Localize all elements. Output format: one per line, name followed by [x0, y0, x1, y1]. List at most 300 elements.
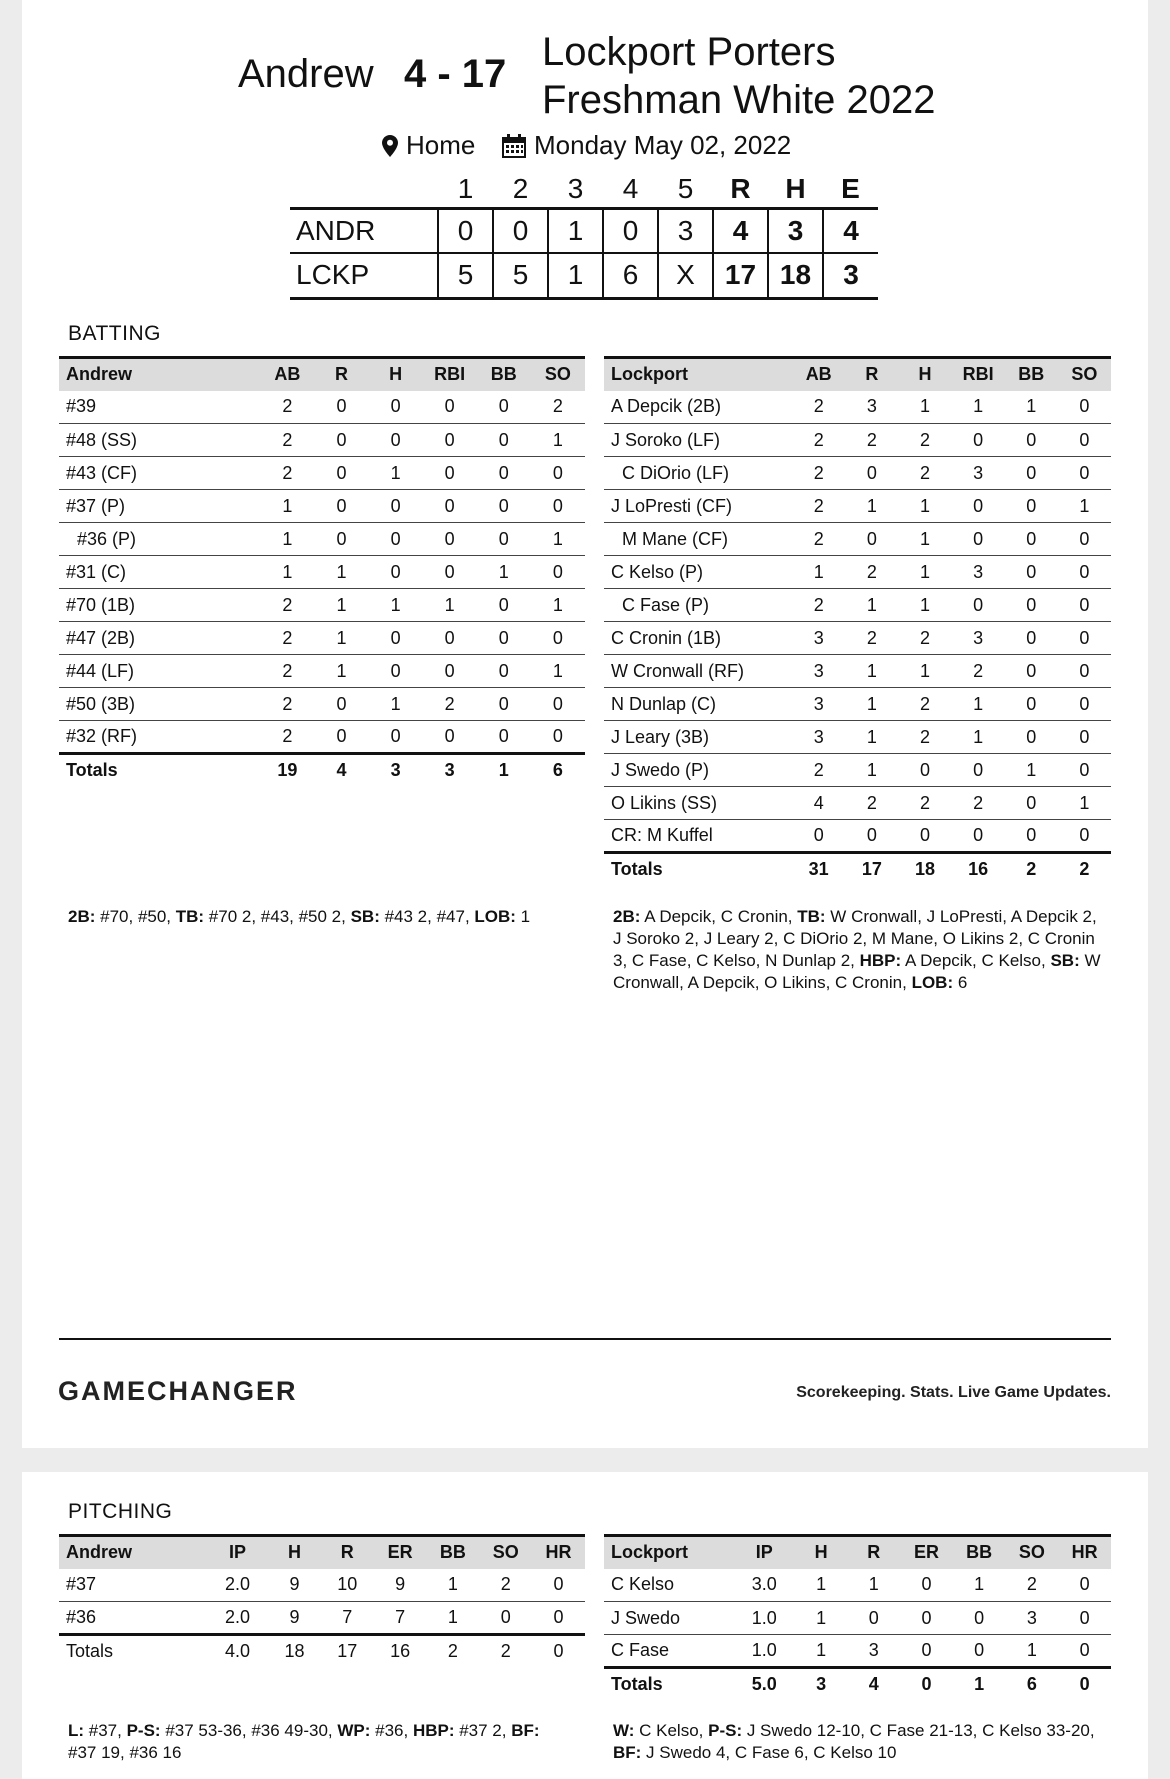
column-header: IP [207, 1536, 268, 1569]
errors-total: 3 [823, 253, 878, 298]
stat-cell: 0 [1058, 1635, 1111, 1668]
note-text: J Swedo 12-10, C Fase 21-13, C Kelso 33-20, [742, 1721, 1095, 1740]
gamechanger-logo: GAMECHANGER [58, 1376, 298, 1406]
stat-cell: 0 [953, 1602, 1006, 1635]
totals-cell: 2 [479, 1635, 532, 1668]
column-header: HR [1058, 1536, 1111, 1569]
stat-cell: 1 [847, 1569, 900, 1602]
totals-row [59, 754, 585, 787]
calendar-icon [502, 134, 526, 158]
totals-cell: 0 [532, 1635, 585, 1668]
table-row [604, 754, 1111, 787]
stat-cell: 2 [260, 688, 314, 721]
table-row [604, 820, 1111, 853]
stat-cell: 0 [423, 391, 477, 424]
stat-cell: 1 [792, 556, 845, 589]
player-name: J Leary (3B) [604, 721, 792, 754]
stat-cell: 0 [531, 721, 585, 754]
table-row [59, 655, 585, 688]
stat-cell: 0 [1005, 655, 1058, 688]
stat-cell: 1 [898, 490, 951, 523]
stat-cell: 1 [1058, 787, 1111, 820]
stat-cell: 1 [898, 589, 951, 622]
stat-cell: 2 [792, 589, 845, 622]
totals-cell: 3 [795, 1668, 848, 1701]
stat-cell: 1 [531, 523, 585, 556]
location-text: Home [406, 130, 476, 160]
inning-header: 5 [677, 173, 694, 205]
stat-cell: 0 [1058, 457, 1111, 490]
table-row [59, 589, 585, 622]
stat-cell: 0 [1058, 721, 1111, 754]
stat-cell: 2 [898, 622, 951, 655]
note-label: BF: [511, 1721, 540, 1740]
box-score-card [22, 0, 1148, 1448]
table-row [604, 655, 1111, 688]
stat-cell: 2 [952, 655, 1005, 688]
stat-cell: 0 [369, 490, 423, 523]
stat-cell: 0 [369, 391, 423, 424]
table-row [59, 1569, 585, 1602]
stat-cell: 3 [792, 655, 845, 688]
player-name: A Depcik (2B) [604, 391, 792, 424]
player-name: O Likins (SS) [604, 787, 792, 820]
stat-cell: 0 [531, 556, 585, 589]
totals-cell: 3 [423, 754, 477, 787]
stat-cell: 0 [369, 721, 423, 754]
stat-cell: 0 [369, 523, 423, 556]
stat-cell: 0 [900, 1602, 953, 1635]
stat-cell: 0 [845, 523, 898, 556]
stat-cell: 0 [423, 655, 477, 688]
stat-cell: 1 [314, 622, 368, 655]
stat-cell: 1 [260, 523, 314, 556]
note-text: 6 [953, 973, 968, 992]
map-pin-icon [382, 135, 398, 157]
stat-cell: 2 [792, 424, 845, 457]
column-header: AB [260, 358, 314, 391]
stat-cell: 0 [952, 424, 1005, 457]
stat-cell: 0 [479, 1602, 532, 1635]
stat-cell: 0 [1058, 589, 1111, 622]
stat-cell: 1 [953, 1569, 1006, 1602]
pitching-table-home [604, 1534, 1111, 1701]
stat-cell: 0 [314, 424, 368, 457]
stat-cell: 0 [1005, 721, 1058, 754]
note-label: WP: [337, 1721, 371, 1740]
column-header: RBI [423, 358, 477, 391]
player-name: #48 (SS) [59, 424, 260, 457]
player-name: J Swedo [604, 1602, 734, 1635]
stat-cell: 1 [1005, 754, 1058, 787]
stat-cell: 0 [900, 1569, 953, 1602]
stat-cell: 1 [952, 391, 1005, 424]
home-team-line1: Lockport Porters [542, 30, 836, 74]
column-header: BB [427, 1536, 480, 1569]
note-label: L: [68, 1721, 85, 1740]
note-label: P-S: [708, 1721, 743, 1740]
totals-cell: 0 [1058, 1668, 1111, 1701]
note-text: 1 [515, 907, 531, 926]
column-header: BB [477, 358, 531, 391]
line-score-corner [290, 172, 438, 208]
stat-cell: 0 [1005, 523, 1058, 556]
note-label: W: [613, 1721, 635, 1740]
table-row [604, 490, 1111, 523]
stat-cell: 2 [423, 688, 477, 721]
stat-cell: 1 [898, 391, 951, 424]
column-header: ER [374, 1536, 427, 1569]
stat-cell: 0 [423, 424, 477, 457]
stat-cell: 1 [845, 754, 898, 787]
table-row [59, 688, 585, 721]
totals-cell: 3 [369, 754, 423, 787]
stat-cell: 1.0 [734, 1602, 795, 1635]
player-name: M Mane (CF) [604, 523, 792, 556]
stat-cell: 0 [1005, 490, 1058, 523]
stat-cell: 2 [792, 391, 845, 424]
stat-cell: 2.0 [207, 1569, 268, 1602]
player-name: #31 (C) [59, 556, 260, 589]
column-header: R [845, 358, 898, 391]
player-name: #37 [59, 1569, 207, 1602]
totals-cell: 18 [898, 853, 951, 886]
totals-cell: 4 [314, 754, 368, 787]
table-row [604, 424, 1111, 457]
totals-cell: 17 [321, 1635, 374, 1668]
game-date [502, 130, 791, 161]
stat-cell: 1 [531, 424, 585, 457]
table-row [604, 391, 1111, 424]
stat-cell: 2 [952, 787, 1005, 820]
stat-cell: 2 [845, 556, 898, 589]
inning-score: 3 [658, 208, 713, 253]
stat-cell: 0 [1058, 622, 1111, 655]
stat-cell: 0 [314, 457, 368, 490]
column-header: Lockport [604, 1536, 734, 1569]
note-text: #37 19, #36 16 [68, 1743, 182, 1762]
stat-cell: 1 [952, 721, 1005, 754]
pitching-card [22, 1472, 1148, 1779]
stat-cell: 0 [1005, 424, 1058, 457]
stat-cell: 0 [477, 589, 531, 622]
stat-cell: 1 [795, 1635, 848, 1668]
column-header: H [795, 1536, 848, 1569]
note-text: #70, #50, [95, 907, 176, 926]
table-row [59, 1602, 585, 1635]
stat-cell: 2 [479, 1569, 532, 1602]
table-row [604, 1602, 1111, 1635]
stat-cell: 3 [952, 622, 1005, 655]
table-row [59, 721, 585, 754]
stat-cell: 2 [898, 457, 951, 490]
runs-header: R [730, 173, 751, 205]
pitching-section-title: PITCHING [68, 1500, 173, 1523]
inning-score: 0 [438, 208, 493, 253]
stat-cell: 1 [427, 1569, 480, 1602]
team-abbr: LCKP [290, 253, 438, 298]
totals-cell: 16 [952, 853, 1005, 886]
stat-cell: 0 [1005, 820, 1058, 853]
inning-score: 1 [548, 208, 603, 253]
player-name: CR: M Kuffel [604, 820, 792, 853]
stat-cell: 1 [260, 556, 314, 589]
hits-total: 3 [768, 208, 823, 253]
player-name: N Dunlap (C) [604, 688, 792, 721]
player-name: J Soroko (LF) [604, 424, 792, 457]
stat-cell: 0 [477, 490, 531, 523]
table-row [604, 589, 1111, 622]
stat-cell: 9 [268, 1602, 321, 1635]
stat-cell: 0 [531, 457, 585, 490]
totals-cell: 19 [260, 754, 314, 787]
stat-cell: 0 [314, 490, 368, 523]
table-row [604, 556, 1111, 589]
totals-cell: 1 [953, 1668, 1006, 1701]
stat-cell: 2 [260, 721, 314, 754]
stat-cell: 3 [952, 556, 1005, 589]
totals-cell: 18 [268, 1635, 321, 1668]
totals-cell: 1 [477, 754, 531, 787]
note-label: P-S: [126, 1721, 161, 1740]
date-text: Monday May 02, 2022 [534, 130, 792, 160]
note-label: TB: [797, 907, 826, 926]
game-location [382, 130, 475, 161]
note-label: SB: [1050, 951, 1080, 970]
home-team-name [542, 28, 936, 124]
table-row [604, 787, 1111, 820]
stat-cell: 0 [314, 391, 368, 424]
stat-cell: 3 [845, 391, 898, 424]
line-score-row-away [290, 208, 878, 253]
table-row [59, 490, 585, 523]
stat-cell: 1 [845, 655, 898, 688]
stat-cell: 1 [369, 589, 423, 622]
player-name: #50 (3B) [59, 688, 260, 721]
stat-cell: 2 [260, 622, 314, 655]
inning-score: 5 [493, 253, 548, 298]
note-text: W Cronwall, J LoPresti, A Depcik 2, J Soroko 2, J Leary 2, C DiOrio 2, M Mane, O Likins 2, C Cronin 3, C Fase, C Kelso, N Dunlap 2, [613, 907, 1097, 970]
batting-section-title: BATTING [68, 322, 161, 345]
column-header: R [847, 1536, 900, 1569]
stat-cell: 2 [792, 457, 845, 490]
note-label: LOB: [474, 907, 516, 926]
stat-cell: 0 [1058, 391, 1111, 424]
column-header: R [321, 1536, 374, 1569]
column-header: BB [1005, 358, 1058, 391]
stat-cell: 10 [321, 1569, 374, 1602]
stat-cell: 0 [1005, 556, 1058, 589]
note-label: TB: [175, 907, 205, 926]
note-text: #37, [84, 1721, 127, 1740]
stat-cell: 0 [531, 622, 585, 655]
stat-cell: 0 [1005, 457, 1058, 490]
note-label: 2B: [68, 907, 96, 926]
stat-cell: 1 [845, 688, 898, 721]
runs-total: 4 [713, 208, 768, 253]
stat-cell: 1 [845, 490, 898, 523]
player-name: C Fase (P) [604, 589, 792, 622]
line-score-row-home [290, 253, 878, 298]
stat-cell: 9 [268, 1569, 321, 1602]
stat-cell: 3 [1006, 1602, 1059, 1635]
inning-score: 0 [493, 208, 548, 253]
stat-cell: 0 [952, 589, 1005, 622]
stat-cell: 0 [369, 556, 423, 589]
player-name: C DiOrio (LF) [604, 457, 792, 490]
stat-cell: 0 [423, 622, 477, 655]
player-name: #43 (CF) [59, 457, 260, 490]
stat-cell: 1.0 [734, 1635, 795, 1668]
stat-cell: 1 [952, 688, 1005, 721]
player-name: #37 (P) [59, 490, 260, 523]
stat-cell: 9 [374, 1569, 427, 1602]
team-abbr: ANDR [290, 208, 438, 253]
stat-cell: 2 [845, 424, 898, 457]
stat-cell: 0 [953, 1635, 1006, 1668]
totals-cell: 6 [531, 754, 585, 787]
stat-cell: 0 [369, 622, 423, 655]
stat-cell: 2 [845, 622, 898, 655]
player-name: #47 (2B) [59, 622, 260, 655]
stat-cell: 0 [952, 490, 1005, 523]
totals-cell: 0 [900, 1668, 953, 1701]
stat-cell: 2 [260, 457, 314, 490]
stat-cell: 0 [952, 754, 1005, 787]
totals-label: Totals [604, 1668, 734, 1701]
stat-cell: 0 [1058, 820, 1111, 853]
note-label: LOB: [911, 973, 954, 992]
note-text: C Kelso, [634, 1721, 709, 1740]
stat-cell: 0 [1005, 622, 1058, 655]
stat-cell: 0 [1005, 589, 1058, 622]
note-label: HBP: [412, 1721, 455, 1740]
stat-cell: 2 [531, 391, 585, 424]
stat-cell: 1 [845, 721, 898, 754]
stat-cell: 0 [423, 556, 477, 589]
stat-cell: 2.0 [207, 1602, 268, 1635]
stat-cell: 2 [792, 754, 845, 787]
note-label: SB: [350, 907, 380, 926]
player-name: #36 (P) [59, 523, 260, 556]
batting-notes-away [68, 906, 568, 928]
note-label: BF: [613, 1743, 642, 1762]
note-text: A Depcik, C Cronin, [640, 907, 798, 926]
table-row [604, 622, 1111, 655]
stat-cell: 0 [477, 457, 531, 490]
stat-cell: 2 [792, 523, 845, 556]
stat-cell: 0 [423, 721, 477, 754]
stat-cell: 3 [792, 622, 845, 655]
stat-cell: 0 [477, 391, 531, 424]
player-name: C Fase [604, 1635, 734, 1668]
stat-cell: 1 [1006, 1635, 1059, 1668]
column-header: SO [531, 358, 585, 391]
stat-cell: 1 [898, 556, 951, 589]
totals-label: Totals [59, 1635, 207, 1668]
stat-cell: 4 [792, 787, 845, 820]
player-name: #70 (1B) [59, 589, 260, 622]
stat-cell: 0 [369, 424, 423, 457]
totals-cell: 4.0 [207, 1635, 268, 1668]
stat-cell: 1 [314, 556, 368, 589]
table-row [59, 622, 585, 655]
note-text: #37 53-36, #36 49-30, [160, 1721, 338, 1740]
stat-cell: 0 [952, 820, 1005, 853]
player-name: #36 [59, 1602, 207, 1635]
stat-cell: 0 [532, 1602, 585, 1635]
batting-table-home [604, 356, 1111, 886]
inning-header: 2 [512, 173, 529, 205]
stat-cell: 0 [477, 688, 531, 721]
stat-cell: 0 [845, 457, 898, 490]
stat-cell: 1 [845, 589, 898, 622]
stat-cell: 1 [898, 523, 951, 556]
column-header: H [898, 358, 951, 391]
column-header: R [314, 358, 368, 391]
column-header: BB [953, 1536, 1006, 1569]
stat-cell: 3 [952, 457, 1005, 490]
line-score-table [290, 172, 878, 300]
stat-cell: 0 [531, 688, 585, 721]
totals-row [59, 1635, 585, 1668]
stat-cell: 1 [369, 688, 423, 721]
note-text: J Swedo 4, C Fase 6, C Kelso 10 [641, 1743, 897, 1762]
final-score: 4 - 17 [404, 52, 507, 96]
stat-cell: 0 [314, 721, 368, 754]
stat-cell: 0 [898, 820, 951, 853]
stat-cell: 1 [795, 1602, 848, 1635]
stat-cell: 0 [477, 655, 531, 688]
totals-cell: 2 [1058, 853, 1111, 886]
player-name: #32 (RF) [59, 721, 260, 754]
stat-cell: 0 [1058, 655, 1111, 688]
inning-score: 1 [548, 253, 603, 298]
totals-row [604, 853, 1111, 886]
stat-cell: 2 [792, 490, 845, 523]
column-header: H [268, 1536, 321, 1569]
errors-total: 4 [823, 208, 878, 253]
inning-header: 1 [457, 173, 474, 205]
stat-cell: 0 [1058, 754, 1111, 787]
stat-cell: 1 [314, 589, 368, 622]
stat-cell: 2 [898, 688, 951, 721]
stat-cell: 0 [952, 523, 1005, 556]
table-row [59, 523, 585, 556]
totals-cell: 2 [427, 1635, 480, 1668]
stat-cell: 0 [314, 523, 368, 556]
inning-score: 0 [603, 208, 658, 253]
stat-cell: 0 [369, 655, 423, 688]
stat-cell: 1 [427, 1602, 480, 1635]
note-text: W Cronwall, A Depcik, O Likins, C Cronin, [613, 951, 1101, 992]
stat-cell: 1 [795, 1569, 848, 1602]
home-team-line2: Freshman White 2022 [542, 78, 936, 122]
stat-cell: 0 [1058, 1602, 1111, 1635]
totals-row [604, 1668, 1111, 1701]
stat-cell: 0 [477, 523, 531, 556]
note-text: #37 2, [454, 1721, 512, 1740]
totals-cell: 4 [847, 1668, 900, 1701]
table-row [604, 523, 1111, 556]
totals-cell: 6 [1006, 1668, 1059, 1701]
footer-divider [59, 1338, 1111, 1340]
errors-header: E [841, 173, 860, 205]
stat-cell: 0 [477, 721, 531, 754]
stat-cell: 2 [845, 787, 898, 820]
footer-tagline: Scorekeeping. Stats. Live Game Updates. [796, 1384, 1111, 1401]
stat-cell: 7 [321, 1602, 374, 1635]
